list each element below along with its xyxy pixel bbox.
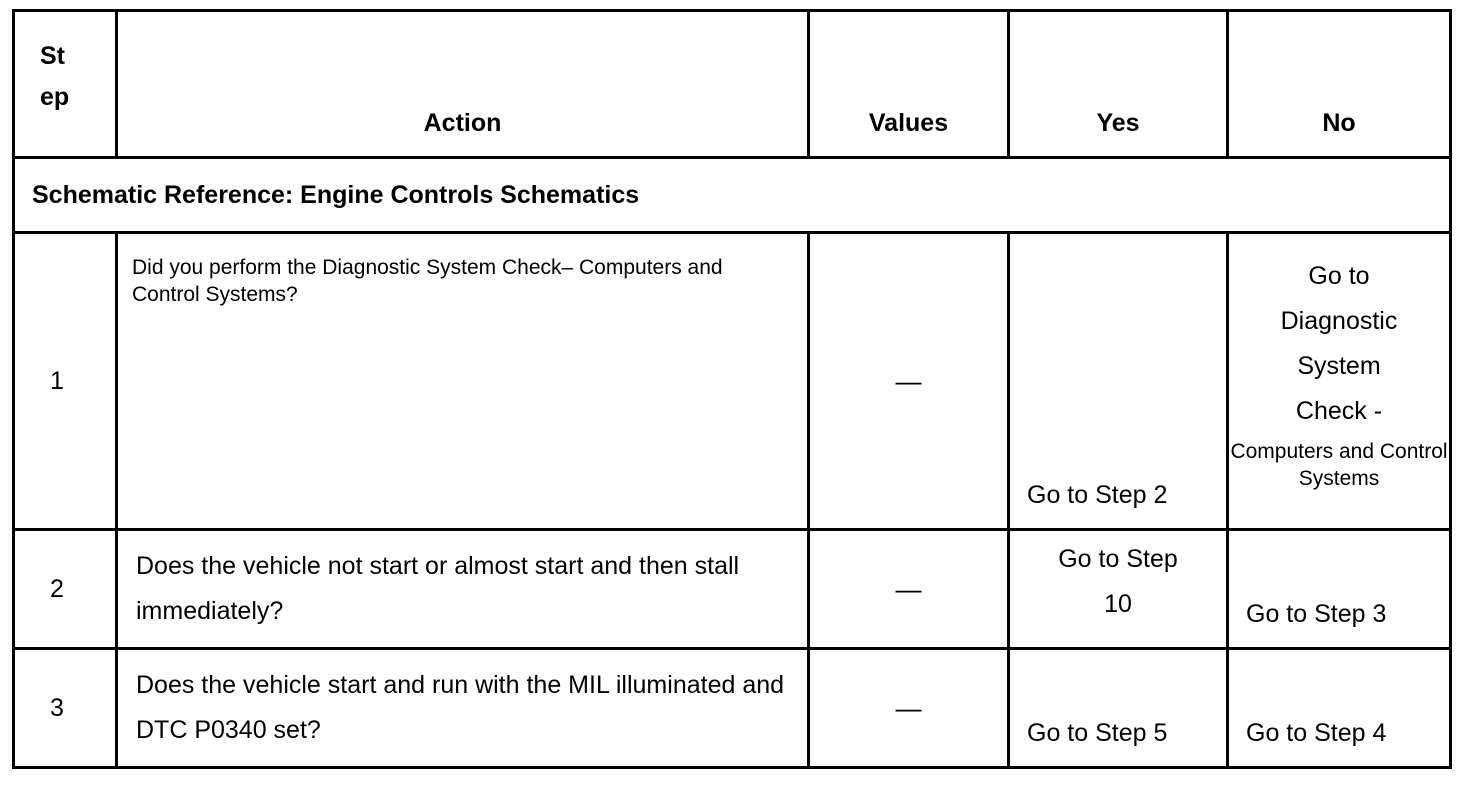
no-line: Check -: [1295, 397, 1383, 425]
yes-cell: [1009, 530, 1228, 649]
step-number: 1: [14, 233, 117, 530]
step-number: 3: [14, 649, 117, 768]
action-text: Did you perform the Diagnostic System Check– Computers and Control Systems?: [117, 233, 809, 530]
values-cell: —: [809, 649, 1009, 768]
header-no: No: [1228, 11, 1451, 158]
header-row: [14, 11, 1451, 158]
yes-line: Go to Step: [1058, 545, 1178, 573]
table-row: [14, 233, 1451, 530]
action-text: Does the vehicle not start or almost start and then stall immediately?: [117, 530, 809, 649]
table-row: [14, 649, 1451, 768]
header-action: Action: [117, 11, 809, 158]
no-line: Diagnostic: [1280, 307, 1398, 335]
yes-cell: Go to Step 5: [1009, 649, 1228, 768]
diagnostic-table: [12, 9, 1452, 769]
no-cell: Go to Step 4: [1228, 649, 1451, 768]
action-text: Does the vehicle start and run with the MIL illuminated and DTC P0340 set?: [117, 649, 809, 768]
header-step: [14, 11, 117, 158]
no-cell: Go to Step 3: [1228, 530, 1451, 649]
header-step-line1: St: [40, 42, 65, 70]
values-cell: —: [809, 233, 1009, 530]
no-subtext: Computers and Control Systems: [1230, 440, 1448, 490]
yes-cell: Go to Step 2: [1009, 233, 1228, 530]
no-cell: [1228, 233, 1451, 530]
header-yes: Yes: [1009, 11, 1228, 158]
header-step-line2: ep: [40, 83, 70, 111]
step-number: 2: [14, 530, 117, 649]
header-values: Values: [809, 11, 1009, 158]
no-line: System: [1297, 352, 1381, 380]
table-row: [14, 530, 1451, 649]
no-line: Go to: [1308, 262, 1370, 290]
schematic-reference: Schematic Reference: Engine Controls Schematics: [14, 158, 1451, 233]
schematic-reference-row: [14, 158, 1451, 233]
values-cell: —: [809, 530, 1009, 649]
yes-line: 10: [1104, 590, 1132, 618]
